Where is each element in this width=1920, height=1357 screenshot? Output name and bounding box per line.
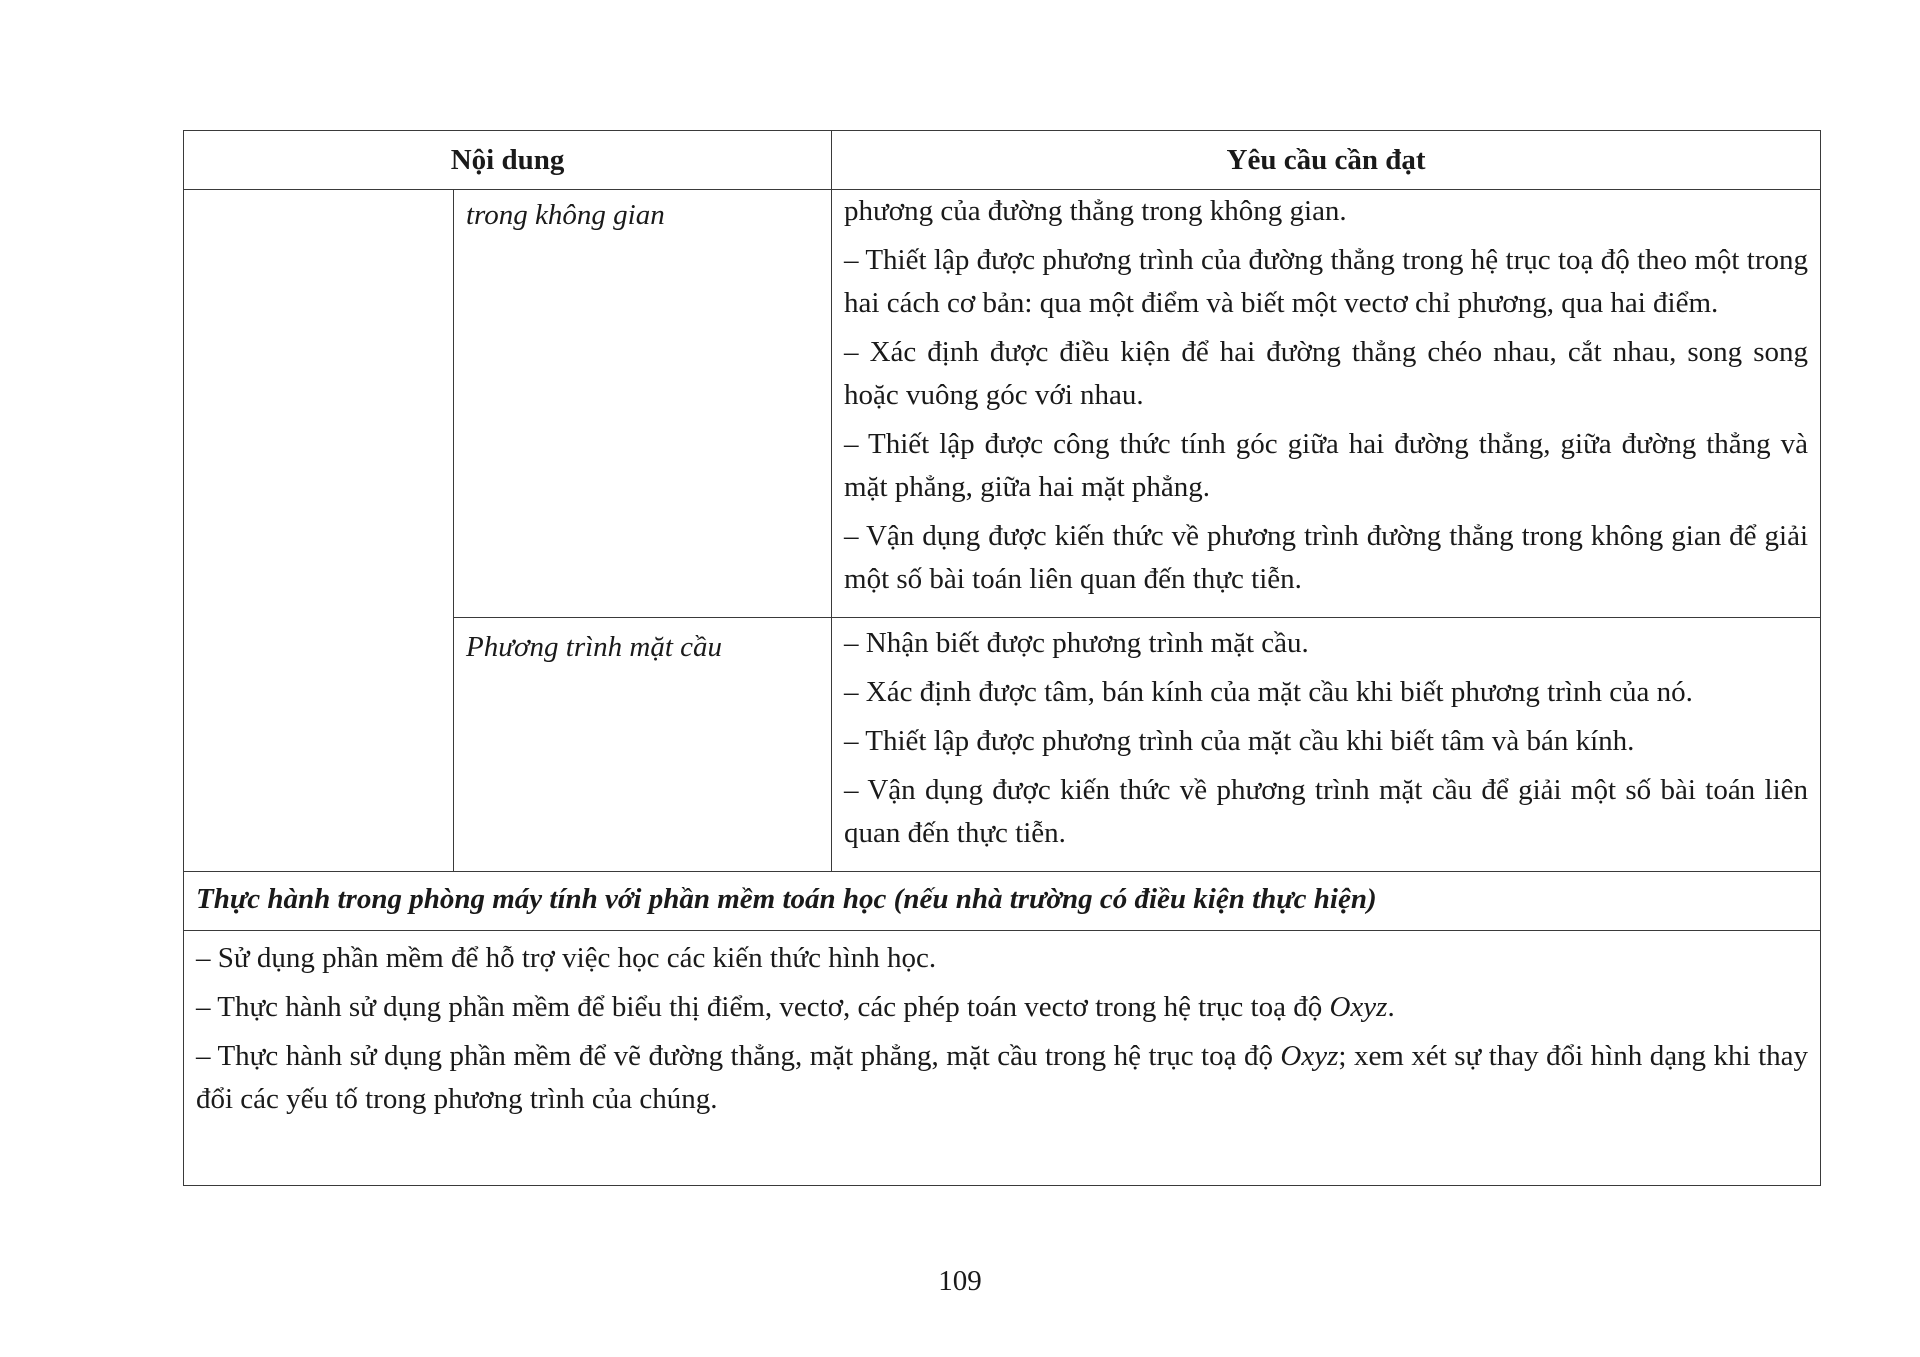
practice-title-row — [184, 872, 1821, 931]
requirement-item: – Thiết lập được phương trình của đường thẳng trong hệ trục toạ độ theo một trong hai cách cơ bản: qua một điểm và biết một vectơ chỉ phương, qua hai điểm. — [844, 244, 1809, 319]
practice-title: Thực hành trong phòng máy tính với phần mềm toán học (nếu nhà trường có điều kiện thực hiện) — [184, 872, 1821, 931]
requirement-item: – Vận dụng được kiến thức về phương trình đường thẳng trong không gian để giải một số bài toán liên quan đến thực tiễn. — [844, 520, 1809, 595]
requirement-item: – Thiết lập được công thức tính góc giữa hai đường thẳng, giữa đường thẳng và mặt phẳng, giữa hai mặt phẳng. — [844, 428, 1809, 503]
requirements-cell — [832, 190, 1821, 618]
requirement-item: – Nhận biết được phương trình mặt cầu. — [844, 627, 1309, 659]
requirement-item: – Xác định được điều kiện để hai đường thẳng chéo nhau, cắt nhau, song song hoặc vuông góc với nhau. — [844, 336, 1809, 411]
requirement-item: – Thiết lập được phương trình của mặt cầu khi biết tâm và bán kính. — [844, 725, 1635, 757]
practice-item-text-end: ; xem xét sự thay đổi hình dạng khi thay đổi các yếu tố trong phương trình của chúng. — [196, 1040, 1808, 1115]
requirement-item: – Xác định được tâm, bán kính của mặt cầu khi biết phương trình của nó. — [844, 676, 1693, 708]
topic-cell: Phương trình mặt cầu — [454, 618, 832, 872]
practice-item-text: – Thực hành sử dụng phần mềm để vẽ đường thẳng, mặt phẳng, mặt cầu trong hệ trục toạ độ — [196, 1040, 1281, 1072]
coordinate-system-label: Oxyz — [1280, 1040, 1339, 1072]
practice-item-text-end: . — [1387, 991, 1395, 1023]
requirement-item: phương của đường thẳng trong không gian. — [844, 195, 1347, 227]
practice-item-text: – Thực hành sử dụng phần mềm để biểu thị điểm, vectơ, các phép toán vectơ trong hệ trục toạ độ — [196, 991, 1330, 1023]
table-header-row — [184, 131, 1821, 190]
header-content: Nội dung — [184, 131, 832, 190]
practice-item — [196, 937, 1808, 980]
practice-body-row — [184, 931, 1821, 1186]
table-row — [184, 190, 1821, 618]
header-requirements: Yêu cầu cần đạt — [832, 131, 1821, 190]
practice-item-text: – Sử dụng phần mềm để hỗ trợ việc học các kiến thức hình học. — [196, 942, 937, 974]
practice-item — [196, 986, 1808, 1029]
practice-body — [184, 931, 1821, 1186]
requirement-item: – Vận dụng được kiến thức về phương trình mặt cầu để giải một số bài toán liên quan đến thực tiễn. — [844, 774, 1809, 849]
coordinate-system-label: Oxyz — [1329, 991, 1388, 1023]
blank-category-cell — [184, 190, 454, 872]
curriculum-table — [183, 130, 1821, 1186]
requirements-cell — [832, 618, 1821, 872]
practice-item — [196, 1035, 1808, 1121]
page-number: 109 — [938, 1265, 982, 1297]
topic-cell: trong không gian — [454, 190, 832, 618]
